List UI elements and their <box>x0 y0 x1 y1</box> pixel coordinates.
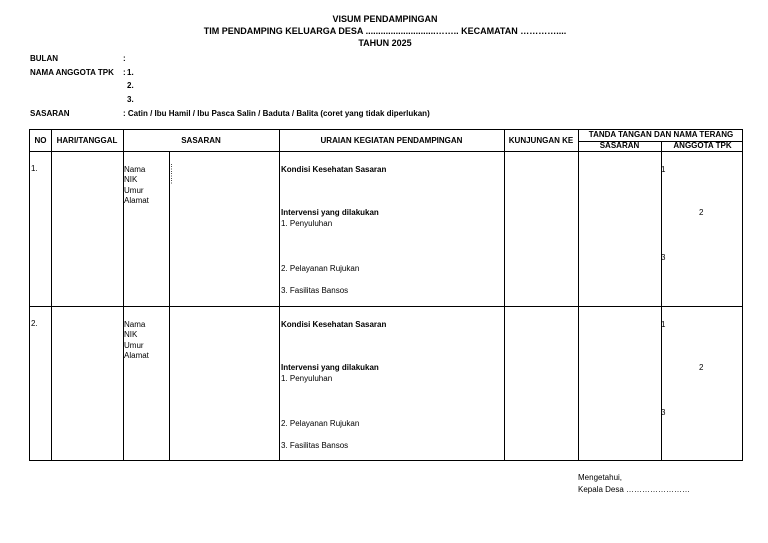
row-divider <box>30 306 742 307</box>
col-divider <box>504 130 505 460</box>
row-2-sig-2: 2 <box>699 363 704 372</box>
row-1-kondisi: Kondisi Kesehatan Sasaran <box>281 165 387 174</box>
col-divider <box>51 130 52 460</box>
col-divider <box>279 130 280 460</box>
col-divider <box>578 130 579 460</box>
row-1-colon-marks: ⋮ ⋮ ⋮ <box>168 164 175 185</box>
header-uraian: URAIAN KEGIATAN PENDAMPINGAN <box>320 136 463 145</box>
sasaran-label: SASARAN <box>30 109 70 118</box>
row-2-sig-1: 1 <box>661 320 666 329</box>
row-2-intervensi: Intervensi yang dilakukan <box>281 363 379 372</box>
row-2-umur: Umur <box>124 341 144 350</box>
anggota-item-2: 2. <box>127 81 134 90</box>
header-bottom-line <box>30 151 742 152</box>
row-1-alamat: Alamat <box>124 196 149 205</box>
header-ttd-anggota: ANGGOTA TPK <box>673 141 732 150</box>
header-no: NO <box>34 136 47 145</box>
sasaran-value: : Catin / Ibu Hamil / Ibu Pasca Salin / Baduta / Balita (coret yang tidak diperlukan) <box>123 109 430 118</box>
row-2-no: 2. <box>31 319 38 328</box>
header-ttd-sasaran: SASARAN <box>599 141 640 150</box>
row-1-intervensi: Intervensi yang dilakukan <box>281 208 379 217</box>
row-2-item-3: 3. Fasilitas Bansos <box>281 441 349 450</box>
row-1-nik: NIK <box>124 175 138 184</box>
visum-table <box>29 129 743 461</box>
anggota-colon: : <box>123 68 126 77</box>
row-2-kondisi: Kondisi Kesehatan Sasaran <box>281 320 387 329</box>
header-ttd: TANDA TANGAN DAN NAMA TERANG <box>588 130 734 139</box>
bulan-label: BULAN <box>30 54 58 63</box>
header-hari: HARI/TANGGAL <box>56 136 118 145</box>
row-2-item-1: 1. Penyuluhan <box>281 374 333 383</box>
row-1-sig-2: 2 <box>699 208 704 217</box>
row-2-item-2: 2. Pelayanan Rujukan <box>281 419 360 428</box>
document-subtitle: TIM PENDAMPING KELUARGA DESA ............................…….. KECAMATAN ………….... <box>203 26 567 36</box>
row-2-alamat: Alamat <box>124 351 149 360</box>
anggota-item-3: 3. <box>127 95 134 104</box>
row-1-item-2: 2. Pelayanan Rujukan <box>281 264 360 273</box>
anggota-item-1: 1. <box>127 68 134 77</box>
row-1-sig-1: 1 <box>661 165 666 174</box>
row-2-nama: Nama <box>124 320 146 329</box>
footer-mengetahui: Mengetahui, <box>578 473 623 482</box>
document-title: VISUM PENDAMPINGAN <box>332 14 438 24</box>
row-1-umur: Umur <box>124 186 144 195</box>
row-1-item-3: 3. Fasilitas Bansos <box>281 286 349 295</box>
footer-kepala-desa: Kepala Desa …………………… <box>578 485 691 494</box>
header-sasaran: SASARAN <box>181 136 221 145</box>
row-1-sig-3: 3 <box>661 253 666 262</box>
row-2-sig-3: 3 <box>661 408 666 417</box>
row-1-no: 1. <box>31 164 38 173</box>
row-1-item-1: 1. Penyuluhan <box>281 219 333 228</box>
header-kunjungan: KUNJUNGAN KE <box>508 136 574 145</box>
document-year: TAHUN 2025 <box>358 38 412 48</box>
row-2-nik: NIK <box>124 330 138 339</box>
bulan-colon: : <box>123 54 126 63</box>
anggota-label: NAMA ANGGOTA TPK <box>30 68 114 77</box>
row-1-nama: Nama <box>124 165 146 174</box>
